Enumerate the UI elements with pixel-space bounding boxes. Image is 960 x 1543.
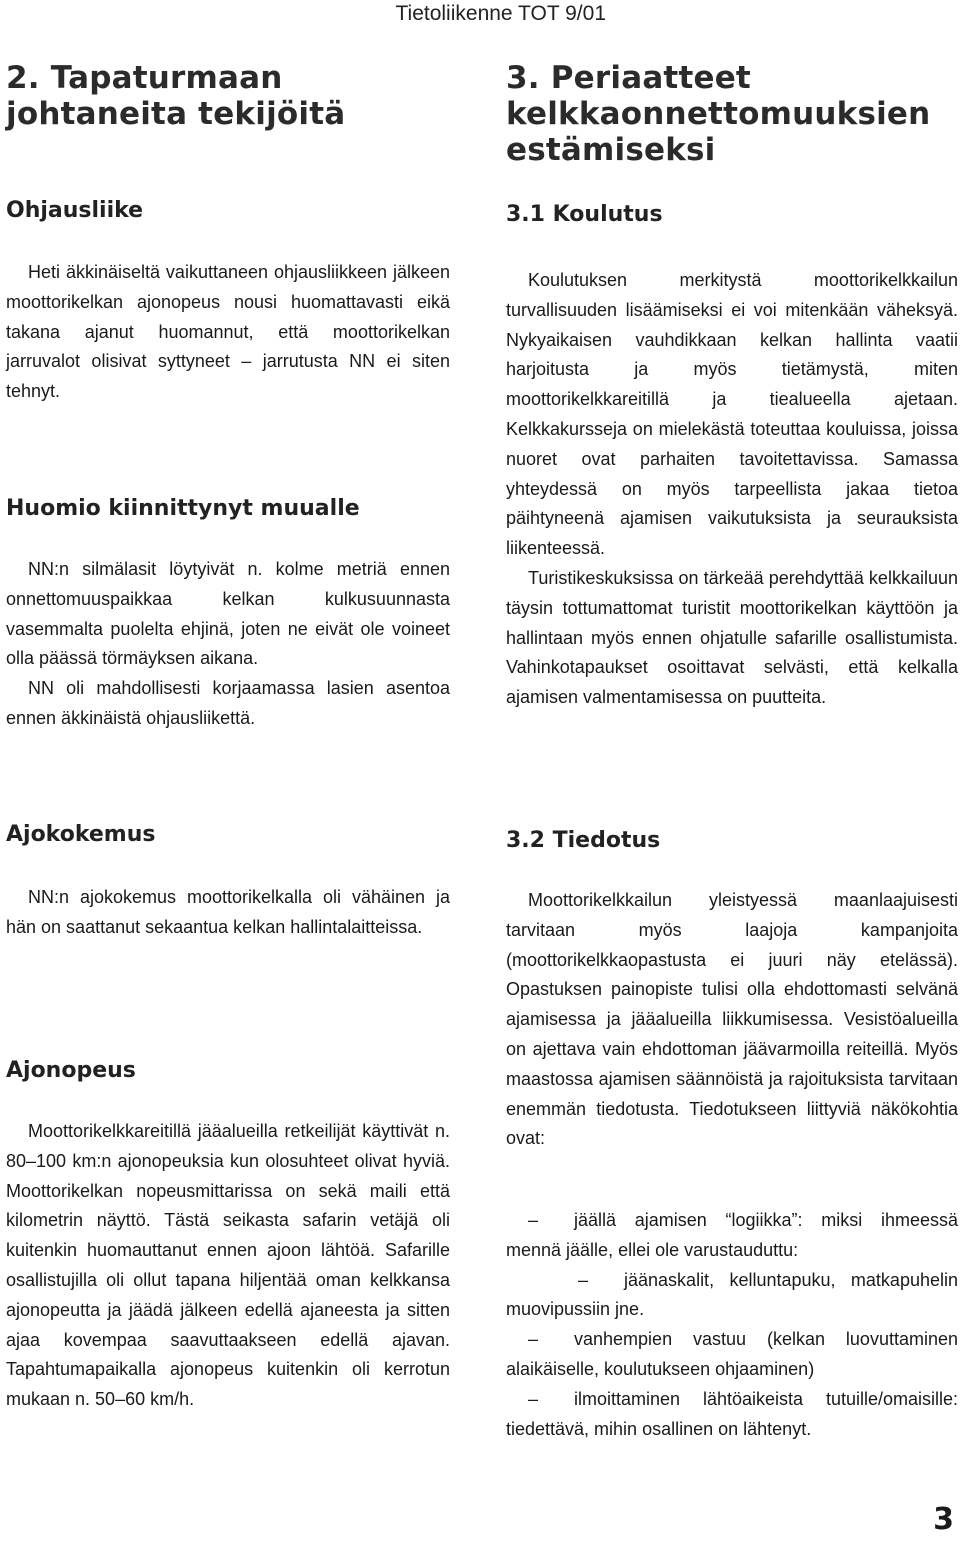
koulutus-paragraph-1: Koulutuksen merkitystä moottorikelkkailun turvallisuuden lisäämiseksi ei voi mitenkään väheksyä. Nykyaikaisen vauhdikkaan kelkan hallinta vaatii harjoitusta ja myös tietämystä, miten moottorikelkkareitillä ja tiealueella ajetaan. Kelkkakursseja on mielekästä toteuttaa kouluissa, joissa nuoret ovat parhaiten tavoitettavissa. Samassa yhteydessä on myös tarpeellista jakaa tietoa päihtyneenä ajamisen vaikutuksista ja seurauksista liikenteessä. (506, 270, 958, 559)
section-3-title (506, 60, 958, 168)
huomio-paragraph-2: NN oli mahdollisesti korjaamassa lasien asentoa ennen äkkinäistä ohjausliikettä. (6, 678, 450, 728)
koulutus-section (506, 266, 958, 713)
list-subitem: – jäänaskalit, kelluntapuku, matkapuhelin muovipussiin jne. (506, 1269, 958, 1320)
huomio-heading-block (6, 494, 450, 524)
section-2-title-line1: 2. Tapaturmaan (6, 60, 283, 96)
koulutus-heading: 3.1 Koulutus (506, 202, 663, 227)
tiedotus-heading: 3.2 Tiedotus (506, 828, 661, 853)
ajonopeus-heading: Ajonopeus (6, 1058, 136, 1083)
list-item: – jäällä ajamisen “logiikka”: miksi ihmeessä mennä jäälle, ellei ole varustauduttu: (506, 1210, 958, 1260)
tiedotus-section (506, 886, 958, 1154)
huomio-paragraph-1: NN:n silmälasit löytyivät n. kolme metriä ennen onnettomuuspaikkaa kelkan kulkusuunnasta vasemmalta puolelta ehjinä, joten ne eivät ole voineet olla päässä törmäyksen aikana. (6, 559, 450, 669)
ajokokemus-section (6, 883, 450, 943)
ajonopeus-paragraph: Moottorikelkkareitillä jääalueilla retkeilijät käyttivät n. 80–100 km:n ajonopeuksia kun olosuhteet olivat hyviä. Moottorikelkan nopeusmittarissa on sekä maili että kilometrin näyttö. Tästä seikasta safarin vetäjä oli kuitenkin huomauttanut ennen ajoon lähtöä. Safarille osallistujilla oli ollut tapana hiljentää oman kelkkansa ajonopeutta ja jäädä jälkeen edellä ajaneesta ja sitten ajaa kovempaa saavuttaakseen edellä ajavan. Tapahtumapaikalla ajonopeus kuitenkin oli kerrotun mukaan n. 50–60 km/h. (6, 1121, 450, 1410)
ajonopeus-section (6, 1117, 450, 1415)
ajokokemus-paragraph: NN:n ajokokemus moottorikelkalla oli vähäinen ja hän on saattanut sekaantua kelkan hallintalaitteissa. (6, 887, 450, 937)
ohjausliike-heading-block (6, 196, 450, 226)
section-2-title-line2: johtaneita tekijöitä (6, 96, 346, 132)
ajokokemus-heading-block (6, 820, 450, 850)
list-item: – ilmoittaminen lähtöaikeista tutuille/omaisille: tiedettävä, mihin osallinen on lähtenyt. (506, 1388, 958, 1439)
tiedotus-list (506, 1206, 958, 1444)
running-header: Tietoliikenne TOT 9/01 (395, 2, 606, 25)
koulutus-paragraph-2: Turistikeskuksissa on tärkeää perehdyttää kelkkailuun täysin tottumattomat turistit moottorikelkan käyttöön ja hallintaan myös ennen ohjatulle safarille osallistumista. Vahinkotapaukset osoittavat selvästi, että kelkalla ajamisen valmentamisessa on puutteita. (506, 567, 958, 708)
ajonopeus-heading-block (6, 1056, 450, 1086)
ajokokemus-heading: Ajokokemus (6, 822, 156, 847)
tiedotus-heading-block (506, 826, 958, 856)
ohjausliike-paragraph: Heti äkkinäiseltä vaikuttaneen ohjausliikkeen jälkeen moottorikelkan ajonopeus nousi huomattavasti eikä takana ajanut huomannut, että moottorikelkan jarruvalot olisivat syttyneet – jarrutusta NN ei siten tehnyt. (6, 262, 450, 402)
koulutus-heading-block (506, 200, 958, 230)
section-3-title-line3: estämiseksi (506, 132, 716, 168)
list-item: – vanhempien vastuu (kelkan luovuttaminen alaikäiselle, koulutukseen ohjaaminen) (506, 1329, 958, 1379)
section-3-title-line1: 3. Periaatteet (506, 60, 751, 96)
tiedotus-paragraph: Moottorikelkkailun yleistyessä maanlaajuisesti tarvitaan myös laajoja kampanjoita (moottorikelkkaopastusta ei juuri näy etelässä). Opastuksen painopiste tulisi olla ehdottomasti selvänä ajamisessa ja jääalueilla liikkumisessa. Vesistöalueilla on ajettava vain ehdottoman jäävarmoilla reiteillä. Myös maastossa ajamisen säännöistä ja rajoituksista tarvitaan enemmän tiedotusta. Tiedotukseen liittyviä näkökohtia ovat: (506, 890, 958, 1149)
ohjausliike-section (6, 258, 450, 407)
huomio-heading: Huomio kiinnittynyt muualle (6, 496, 360, 521)
huomio-section (6, 555, 450, 734)
ohjausliike-heading: Ohjausliike (6, 198, 144, 223)
section-2-title (6, 60, 450, 132)
page-number: 3 (933, 1502, 954, 1537)
section-3-title-line2: kelkkaonnettomuuksien (506, 96, 931, 132)
